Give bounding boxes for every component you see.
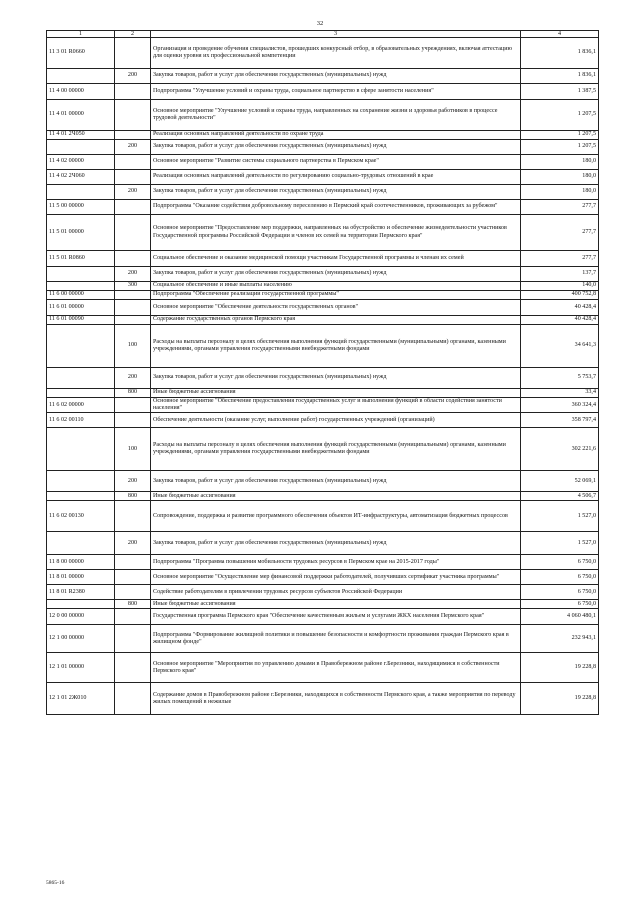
row-amount: 277,7 bbox=[521, 215, 599, 251]
row-expense-type bbox=[115, 625, 151, 653]
row-amount: 1 836,1 bbox=[521, 69, 599, 84]
row-code bbox=[47, 368, 115, 389]
row-expense-type bbox=[115, 398, 151, 413]
row-name: Подпрограмма "Оказание содействия добровольному переселению в Пермский край соотечественников, проживающих за рубежом" bbox=[151, 200, 521, 215]
table-row bbox=[47, 251, 599, 267]
row-code: 12 0 00 00000 bbox=[47, 609, 115, 625]
row-name: Сопровождение, поддержка и развитие программного обеспечения объектов ИТ-инфраструктуры, автоматизация бюджетных процессов bbox=[151, 501, 521, 532]
row-code: 12 1 01 2Ж010 bbox=[47, 683, 115, 715]
budget-table-body bbox=[47, 31, 599, 715]
row-code: 11 8 01 R2380 bbox=[47, 585, 115, 600]
row-amount: 302 221,6 bbox=[521, 428, 599, 471]
row-expense-type: 200 bbox=[115, 532, 151, 555]
row-expense-type bbox=[115, 316, 151, 325]
row-expense-type: 300 bbox=[115, 282, 151, 291]
row-code: 11 3 01 R0660 bbox=[47, 38, 115, 69]
row-expense-type: 200 bbox=[115, 69, 151, 84]
row-amount: 277,7 bbox=[521, 200, 599, 215]
row-expense-type bbox=[115, 131, 151, 140]
row-code bbox=[47, 325, 115, 368]
row-expense-type bbox=[115, 570, 151, 585]
row-amount: 360 324,4 bbox=[521, 398, 599, 413]
row-code bbox=[47, 282, 115, 291]
table-row bbox=[47, 368, 599, 389]
row-name: Социальное обеспечение и иные выплаты населению bbox=[151, 282, 521, 291]
row-amount: 1 207,5 bbox=[521, 140, 599, 155]
row-amount: 400 752,8 bbox=[521, 291, 599, 300]
row-code bbox=[47, 185, 115, 200]
table-row bbox=[47, 413, 599, 428]
row-name: Подпрограмма "Улучшение условий и охраны труда, социальное партнерство в сфере занятости населения" bbox=[151, 84, 521, 100]
row-name: Основное мероприятие "Обеспечение предоставления государственных услуг и выполнения функций в области содействия занятости населения" bbox=[151, 398, 521, 413]
row-code: 12 1 00 00000 bbox=[47, 625, 115, 653]
row-name: Государственная программа Пермского края "Обеспечение качественным жильем и услугами ЖКХ населения Пермского края" bbox=[151, 609, 521, 625]
table-row bbox=[47, 200, 599, 215]
row-expense-type: 100 bbox=[115, 325, 151, 368]
row-name: Основное мероприятие "Предоставление мер поддержки, направленных на обустройство и обеспечение жизнедеятельности участников Государственной программы Российской Федерации и членов их семей на территории Пермского края" bbox=[151, 215, 521, 251]
table-row bbox=[47, 38, 599, 69]
column-number-4: 4 bbox=[521, 31, 599, 38]
row-amount: 40 428,4 bbox=[521, 316, 599, 325]
row-amount: 232 943,1 bbox=[521, 625, 599, 653]
row-code: 11 6 01 00090 bbox=[47, 316, 115, 325]
row-expense-type bbox=[115, 38, 151, 69]
row-expense-type bbox=[115, 683, 151, 715]
row-amount: 33,4 bbox=[521, 389, 599, 398]
row-name: Содействие работодателям в привлечении трудовых ресурсов субъектов Российской Федерации bbox=[151, 585, 521, 600]
table-row bbox=[47, 69, 599, 84]
table-row bbox=[47, 291, 599, 300]
row-name: Содержание домов в Правобережном районе г.Березники, находящихся в собственности Пермского края, а также мероприятия по переводу жилых помещений в нежилые bbox=[151, 683, 521, 715]
row-expense-type: 200 bbox=[115, 140, 151, 155]
table-row bbox=[47, 170, 599, 185]
row-code: 11 8 00 00000 bbox=[47, 555, 115, 570]
row-name: Организация и проведение обучения специалистов, прошедших конкурсный отбор, в образовательных учреждениях, включая аттестацию для оценки уровня их профессиональной компетенции bbox=[151, 38, 521, 69]
row-expense-type bbox=[115, 155, 151, 170]
row-expense-type: 800 bbox=[115, 389, 151, 398]
row-expense-type: 100 bbox=[115, 428, 151, 471]
row-amount: 19 228,8 bbox=[521, 683, 599, 715]
row-name: Основное мероприятие "Осуществление мер финансовой поддержки работодателей, получивших сертификат участника программы" bbox=[151, 570, 521, 585]
table-row bbox=[47, 683, 599, 715]
row-name: Подпрограмма "Программа повышения мобильности трудовых ресурсов в Пермском крае на 2015-2017 годы" bbox=[151, 555, 521, 570]
row-name: Иные бюджетные ассигнования bbox=[151, 492, 521, 501]
row-code: 11 5 01 00000 bbox=[47, 215, 115, 251]
table-row bbox=[47, 570, 599, 585]
table-row bbox=[47, 100, 599, 131]
row-code: 11 6 02 00000 bbox=[47, 398, 115, 413]
row-code: 11 4 01 2Ч050 bbox=[47, 131, 115, 140]
table-row bbox=[47, 389, 599, 398]
row-code: 11 5 00 00000 bbox=[47, 200, 115, 215]
row-code: 12 1 01 00000 bbox=[47, 653, 115, 683]
row-expense-type: 800 bbox=[115, 492, 151, 501]
row-amount: 277,7 bbox=[521, 251, 599, 267]
row-code bbox=[47, 471, 115, 492]
row-expense-type bbox=[115, 609, 151, 625]
column-number-1: 1 bbox=[47, 31, 115, 38]
row-amount: 180,0 bbox=[521, 185, 599, 200]
column-number-row bbox=[47, 31, 599, 38]
row-name: Иные бюджетные ассигнования bbox=[151, 600, 521, 609]
row-expense-type bbox=[115, 200, 151, 215]
row-name: Закупка товаров, работ и услуг для обеспечения государственных (муниципальных) нужд bbox=[151, 140, 521, 155]
table-row bbox=[47, 325, 599, 368]
row-code: 11 5 01 R0860 bbox=[47, 251, 115, 267]
row-name: Иные бюджетные ассигнования bbox=[151, 389, 521, 398]
table-row bbox=[47, 625, 599, 653]
row-expense-type bbox=[115, 84, 151, 100]
row-name: Содержание государственных органов Пермского края bbox=[151, 316, 521, 325]
table-row bbox=[47, 492, 599, 501]
row-code: 11 4 02 2Ч060 bbox=[47, 170, 115, 185]
row-expense-type: 800 bbox=[115, 600, 151, 609]
row-expense-type bbox=[115, 413, 151, 428]
row-code: 11 6 02 00110 bbox=[47, 413, 115, 428]
row-amount: 5 753,7 bbox=[521, 368, 599, 389]
row-amount: 1 207,5 bbox=[521, 131, 599, 140]
row-name: Закупка товаров, работ и услуг для обеспечения государственных (муниципальных) нужд bbox=[151, 69, 521, 84]
row-amount: 4 506,7 bbox=[521, 492, 599, 501]
table-row bbox=[47, 185, 599, 200]
row-code: 11 4 01 00000 bbox=[47, 100, 115, 131]
row-amount: 19 228,8 bbox=[521, 653, 599, 683]
row-name: Расходы на выплаты персоналу в целях обеспечения выполнения функций государственными (муниципальными) органами, казенными учреждениями, органами управления государственными внебюджетными фондами bbox=[151, 325, 521, 368]
row-amount: 6 750,0 bbox=[521, 555, 599, 570]
row-amount: 1 207,5 bbox=[521, 100, 599, 131]
row-amount: 1 836,1 bbox=[521, 38, 599, 69]
row-name: Закупка товаров, работ и услуг для обеспечения государственных (муниципальных) нужд bbox=[151, 471, 521, 492]
table-row bbox=[47, 471, 599, 492]
row-amount: 52 069,1 bbox=[521, 471, 599, 492]
page-number: 32 bbox=[316, 20, 324, 27]
table-row bbox=[47, 300, 599, 316]
row-code: 11 6 02 00130 bbox=[47, 501, 115, 532]
row-amount: 34 641,3 bbox=[521, 325, 599, 368]
table-row bbox=[47, 600, 599, 609]
row-amount: 6 750,0 bbox=[521, 585, 599, 600]
table-row bbox=[47, 532, 599, 555]
row-name: Закупка товаров, работ и услуг для обеспечения государственных (муниципальных) нужд bbox=[151, 368, 521, 389]
row-code bbox=[47, 492, 115, 501]
table-row bbox=[47, 316, 599, 325]
row-amount: 180,0 bbox=[521, 170, 599, 185]
row-code bbox=[47, 428, 115, 471]
row-code bbox=[47, 140, 115, 155]
row-expense-type: 200 bbox=[115, 267, 151, 282]
row-code bbox=[47, 267, 115, 282]
row-name: Обеспечение деятельности (оказание услуг, выполнение работ) государственных учреждений (организаций) bbox=[151, 413, 521, 428]
row-expense-type bbox=[115, 100, 151, 131]
row-name: Закупка товаров, работ и услуг для обеспечения государственных (муниципальных) нужд bbox=[151, 532, 521, 555]
table-row bbox=[47, 140, 599, 155]
column-number-3: 3 bbox=[151, 31, 521, 38]
row-name: Подпрограмма "Формирование жилищной политики и повышение безопасности и комфортности проживания граждан Пермского края в жилищном фонде" bbox=[151, 625, 521, 653]
row-expense-type: 200 bbox=[115, 368, 151, 389]
row-expense-type: 200 bbox=[115, 185, 151, 200]
table-row bbox=[47, 155, 599, 170]
table-row bbox=[47, 555, 599, 570]
row-code: 11 4 00 00000 bbox=[47, 84, 115, 100]
row-code: 11 6 01 00000 bbox=[47, 300, 115, 316]
budget-table bbox=[46, 30, 599, 715]
row-amount: 6 750,0 bbox=[521, 600, 599, 609]
table-row bbox=[47, 609, 599, 625]
row-code: 11 6 00 00000 bbox=[47, 291, 115, 300]
row-amount: 4 060 480,1 bbox=[521, 609, 599, 625]
row-expense-type: 200 bbox=[115, 471, 151, 492]
footer-doc-code: 5865-16 bbox=[46, 880, 65, 886]
row-name: Подпрограмма "Обеспечение реализации государственной программы" bbox=[151, 291, 521, 300]
row-expense-type bbox=[115, 215, 151, 251]
row-name: Социальное обеспечение и оказание медицинской помощи участникам Государственной программы и членам их семей bbox=[151, 251, 521, 267]
row-name: Основное мероприятие "Развитие системы социального партнерства в Пермском крае" bbox=[151, 155, 521, 170]
row-name: Реализация основных направлений деятельности по регулированию социально-трудовых отношений в крае bbox=[151, 170, 521, 185]
row-amount: 1 527,0 bbox=[521, 532, 599, 555]
table-row bbox=[47, 131, 599, 140]
row-amount: 358 797,4 bbox=[521, 413, 599, 428]
table-row bbox=[47, 267, 599, 282]
table-row bbox=[47, 501, 599, 532]
row-amount: 1 387,5 bbox=[521, 84, 599, 100]
row-code bbox=[47, 600, 115, 609]
row-expense-type bbox=[115, 300, 151, 316]
row-expense-type bbox=[115, 585, 151, 600]
table-row bbox=[47, 282, 599, 291]
row-amount: 1 527,0 bbox=[521, 501, 599, 532]
table-row bbox=[47, 653, 599, 683]
row-expense-type bbox=[115, 170, 151, 185]
row-expense-type bbox=[115, 251, 151, 267]
row-expense-type bbox=[115, 653, 151, 683]
row-name: Реализация основных направлений деятельности по охране труда bbox=[151, 131, 521, 140]
table-row bbox=[47, 398, 599, 413]
row-expense-type bbox=[115, 291, 151, 300]
row-name: Основное мероприятие "Обеспечение деятельности государственных органов" bbox=[151, 300, 521, 316]
column-number-2: 2 bbox=[115, 31, 151, 38]
row-code bbox=[47, 389, 115, 398]
row-amount: 137,7 bbox=[521, 267, 599, 282]
row-code: 11 4 02 00000 bbox=[47, 155, 115, 170]
row-code: 11 8 01 00000 bbox=[47, 570, 115, 585]
row-amount: 40 428,4 bbox=[521, 300, 599, 316]
row-name: Расходы на выплаты персоналу в целях обеспечения выполнения функций государственными (муниципальными) органами, казенными учреждениями, органами управления государственными внебюджетными фондами bbox=[151, 428, 521, 471]
row-expense-type bbox=[115, 555, 151, 570]
row-amount: 140,0 bbox=[521, 282, 599, 291]
row-name: Основное мероприятие "Улучшение условий и охраны труда, направленных на сохранение жизни и здоровья работников в процессе трудовой деятельности" bbox=[151, 100, 521, 131]
table-row bbox=[47, 428, 599, 471]
row-amount: 6 750,0 bbox=[521, 570, 599, 585]
row-name: Закупка товаров, работ и услуг для обеспечения государственных (муниципальных) нужд bbox=[151, 267, 521, 282]
row-code bbox=[47, 69, 115, 84]
row-code bbox=[47, 532, 115, 555]
table-row bbox=[47, 84, 599, 100]
row-name: Закупка товаров, работ и услуг для обеспечения государственных (муниципальных) нужд bbox=[151, 185, 521, 200]
row-name: Основное мероприятие "Мероприятия по управлению домами в Правобережном районе г.Березники, находящимися в собственности Пермского края" bbox=[151, 653, 521, 683]
row-expense-type bbox=[115, 501, 151, 532]
table-row bbox=[47, 585, 599, 600]
row-amount: 180,0 bbox=[521, 155, 599, 170]
table-row bbox=[47, 215, 599, 251]
